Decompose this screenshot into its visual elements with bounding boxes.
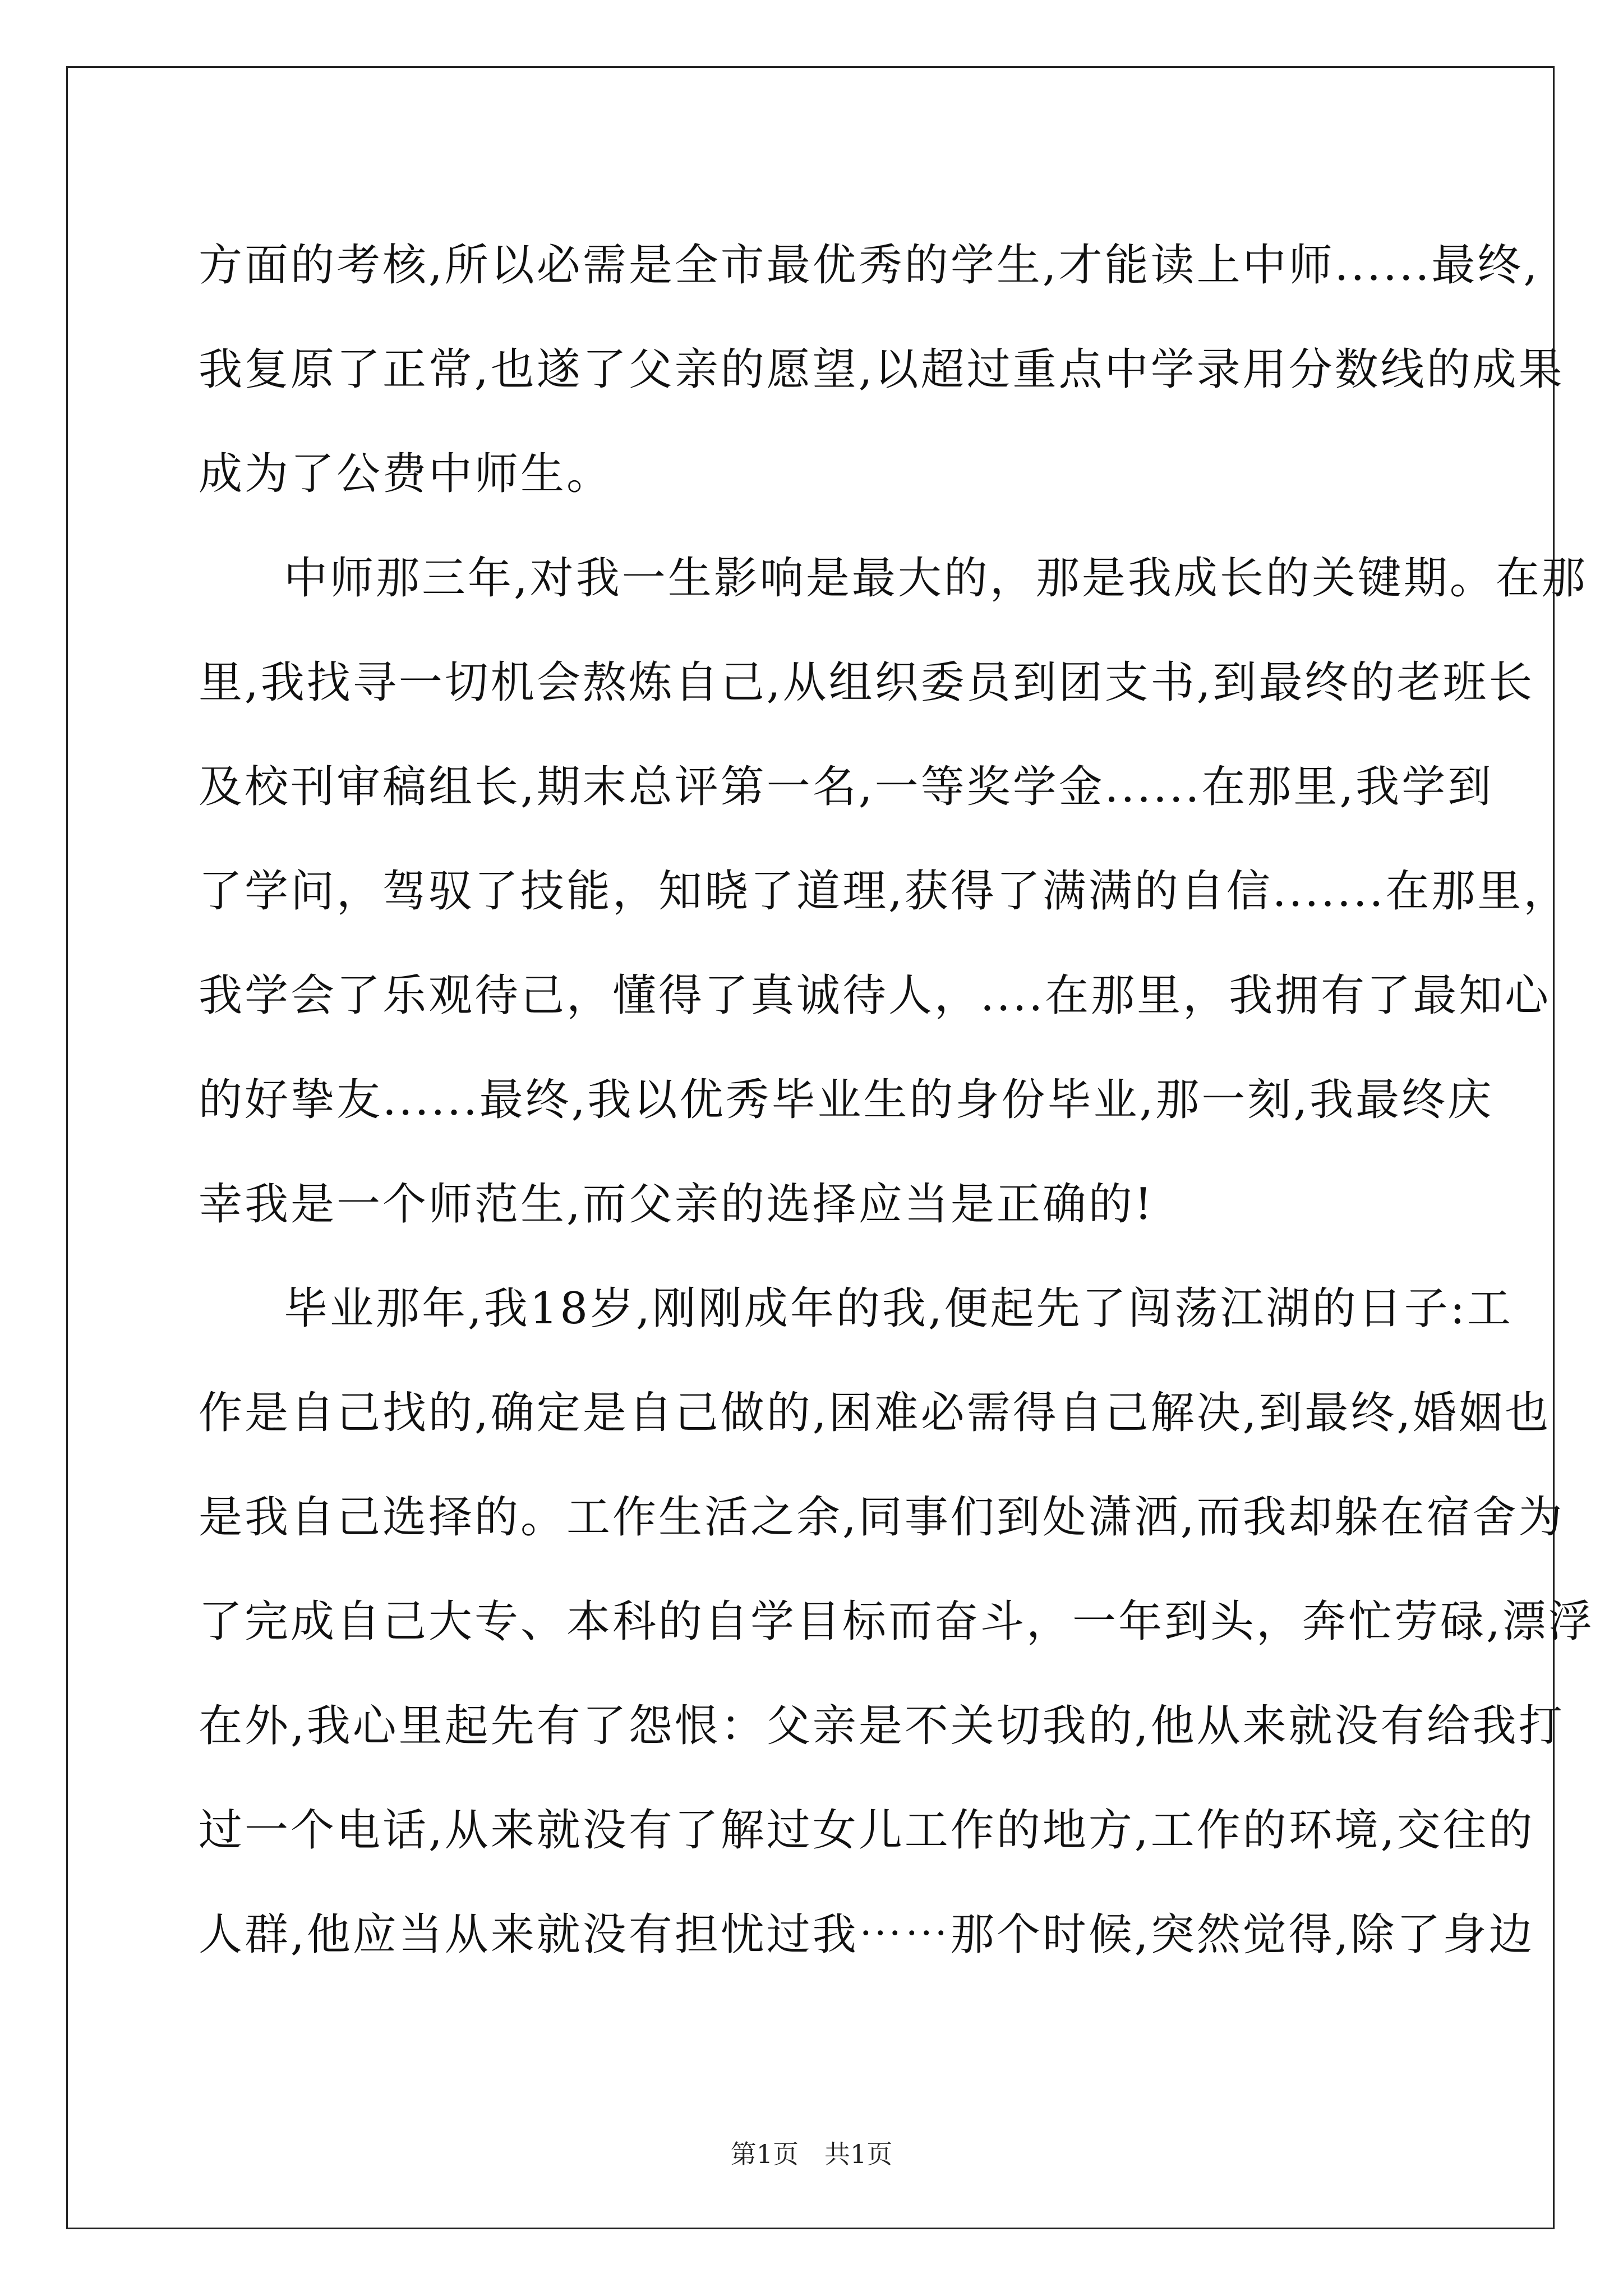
text-line: 是我自己选择的。工作生活之余,同事们到处潇洒,而我却躲在宿舍为 — [199, 1492, 1565, 1543]
paragraph-start-line: 中师那三年,对我一生影响是最大的，那是我成长的关键期。在那 — [284, 553, 1588, 604]
text-line: 里,我找寻一切机会熬炼自己,从组织委员到团支书,到最终的老班长 — [199, 657, 1535, 708]
paragraph-start-line: 毕业那年,我18岁,刚刚成年的我,便起先了闯荡江湖的日子:工 — [284, 1283, 1513, 1334]
text-line: 了完成自己大专、本科的自学目标而奋斗，一年到头，奔忙劳碌,漂浮 — [199, 1596, 1594, 1647]
text-line: 我复原了正常,也遂了父亲的愿望,以超过重点中学录用分数线的成果 — [199, 344, 1565, 395]
text-line: 成为了公费中师生。 — [199, 449, 613, 499]
page-number-footer: 第1页 共1页 — [730, 2139, 893, 2169]
text-line: 及校刊审稿组长,期末总评第一名,一等奖学金......在那里,我学到 — [199, 762, 1494, 812]
text-line: 方面的考核,所以必需是全市最优秀的学生,才能读上中师......最终, — [199, 240, 1540, 291]
text-line: 人群,他应当从来就没有担忧过我⋯⋯那个时候,突然觉得,除了身边 — [199, 1910, 1535, 1960]
text-line: 过一个电话,从来就没有了解过女儿工作的地方,工作的环境,交往的 — [199, 1805, 1535, 1856]
text-line: 的好挚友......最终,我以优秀毕业生的身份毕业,那一刻,我最终庆 — [199, 1075, 1494, 1125]
text-line: 作是自己找的,确定是自己做的,困难必需得自己解决,到最终,婚姻也 — [199, 1388, 1551, 1438]
text-line: 了学问，驾驭了技能，知晓了道理,获得了满满的自信.......在那里， — [199, 866, 1570, 917]
text-line: 在外,我心里起先有了怨恨：父亲是不关切我的,他从来就没有给我打 — [199, 1701, 1565, 1751]
text-line: 我学会了乐观待己，懂得了真诚待人，....在那里，我拥有了最知心 — [199, 970, 1551, 1021]
document-body — [199, 213, 1594, 1987]
text-line: 幸我是一个师范生,而父亲的选择应当是正确的! — [199, 1179, 1155, 1230]
